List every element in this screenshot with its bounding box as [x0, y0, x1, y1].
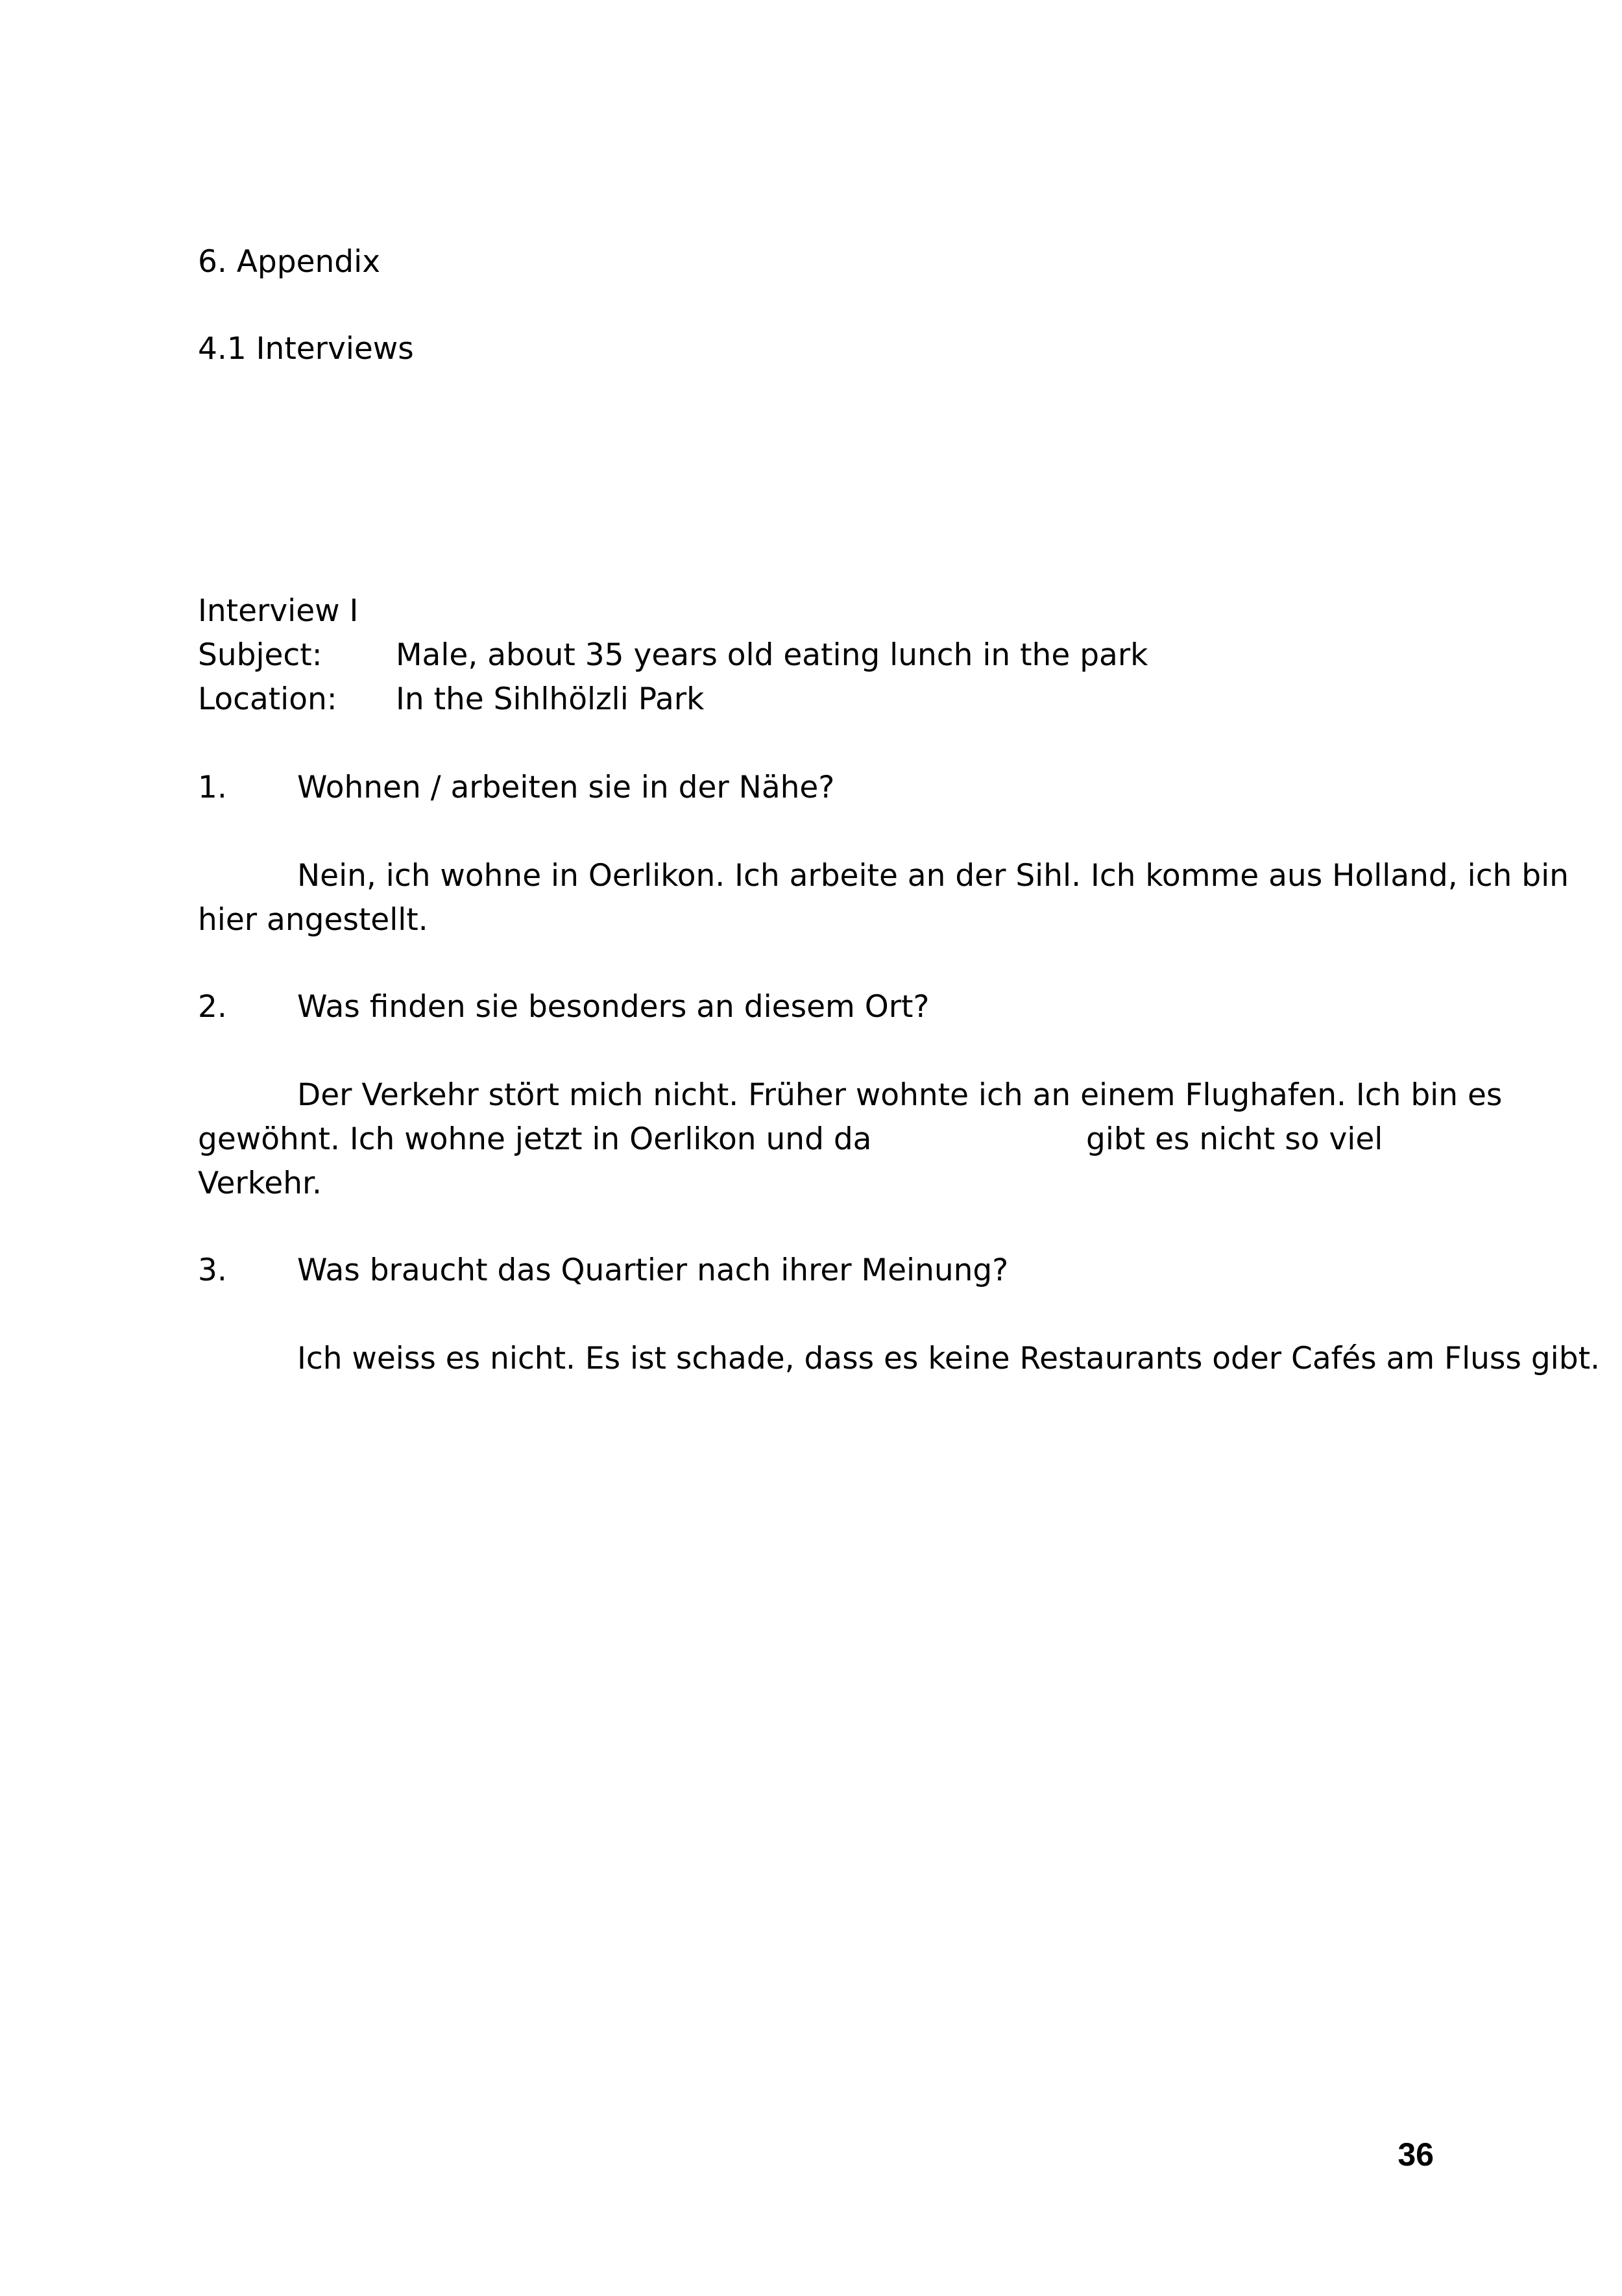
interview-title: Interview I — [198, 593, 359, 629]
answer-2-line-2-part-2: gibt es nicht so viel — [1086, 1121, 1383, 1157]
answer-1-line-2: hier angestellt. — [198, 902, 428, 938]
answer-2-line-1: Der Verkehr stört mich nicht. Früher wohnte ich an einem Flughafen. Ich bin es — [297, 1077, 1503, 1113]
answer-2-line-2-part-1: gewöhnt. Ich wohne jetzt in Oerlikon und da — [198, 1121, 872, 1157]
subject-value: Male, about 35 years old eating lunch in the park — [396, 637, 1148, 673]
location-label: Location: — [198, 681, 337, 717]
answer-2-line-3: Verkehr. — [198, 1166, 322, 1201]
answer-3-line-1: Ich weiss es nicht. Es ist schade, dass es keine Restaurants oder Cafés am Fluss gibt. — [297, 1341, 1600, 1376]
question-3-text: Was braucht das Quartier nach ihrer Meinung? — [297, 1252, 1009, 1288]
question-3-number: 3. — [198, 1252, 227, 1288]
answer-1-line-1: Nein, ich wohne in Oerlikon. Ich arbeite an der Sihl. Ich komme aus Holland, ich bin — [297, 858, 1569, 894]
question-1-number: 1. — [198, 770, 227, 805]
question-1-text: Wohnen / arbeiten sie in der Nähe? — [297, 770, 835, 805]
question-2-text: Was finden sie besonders an diesem Ort? — [297, 989, 930, 1025]
subject-label: Subject: — [198, 637, 322, 673]
question-2-number: 2. — [198, 989, 227, 1025]
section-heading: 6. Appendix — [198, 244, 381, 280]
location-value: In the Sihlhölzli Park — [396, 681, 705, 717]
subsection-heading: 4.1 Interviews — [198, 331, 414, 367]
page-number: 36 — [1398, 2136, 1434, 2173]
